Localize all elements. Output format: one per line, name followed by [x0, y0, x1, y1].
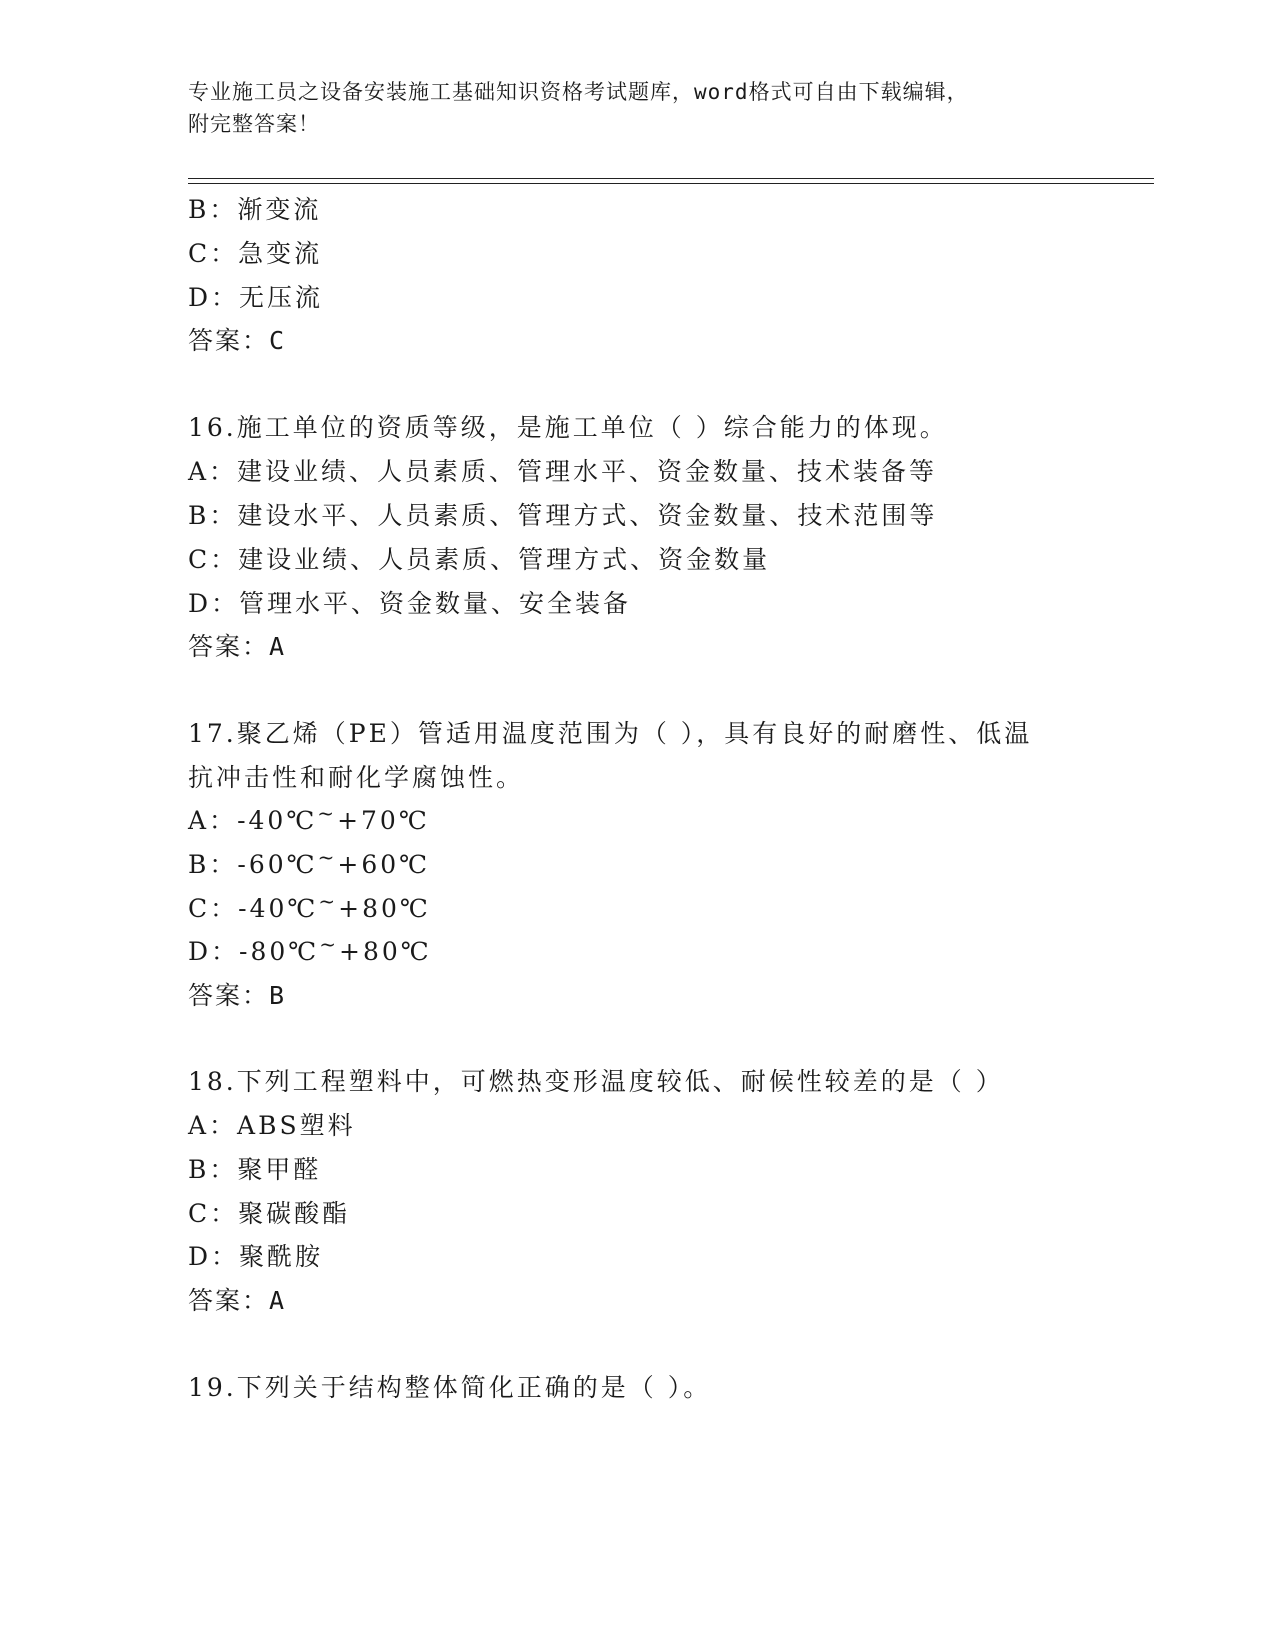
tilde-mark: ~ — [318, 889, 339, 913]
q17-option-b — [188, 845, 431, 881]
q18-option-a: A：ABS塑料 — [188, 1111, 356, 1140]
header-divider-bottom — [188, 183, 1154, 184]
q18-option-d: D：聚酰胺 — [188, 1242, 324, 1271]
header-line-1: 专业施工员之设备安装施工基础知识资格考试题库，word格式可自由下载编辑， — [188, 80, 969, 104]
q16-option-c: C：建设业绩、人员素质、管理方式、资金数量 — [188, 545, 771, 574]
q18-answer: 答案：A — [188, 1286, 287, 1315]
option-label: D： — [188, 937, 240, 966]
q18-stem: 18.下列工程塑料中，可燃热变形温度较低、耐候性较差的是（ ） — [188, 1067, 1004, 1096]
q18-option-b: B：聚甲醛 — [188, 1155, 322, 1184]
temp-high: +80℃ — [338, 894, 431, 923]
q16-option-a: A：建设业绩、人员素质、管理水平、资金数量、技术装备等 — [188, 457, 938, 486]
temp-low: -40℃ — [237, 806, 318, 835]
document-header — [188, 76, 1088, 140]
option-label: C： — [188, 894, 239, 923]
tilde-mark: ~ — [317, 801, 338, 825]
q15-answer: 答案：C — [188, 326, 287, 355]
tilde-mark: ~ — [319, 932, 340, 956]
q17-stem-line-1: 17.聚乙烯（PE）管适用温度范围为（ ），具有良好的耐磨性、低温 — [188, 719, 1033, 748]
temp-high: +70℃ — [337, 806, 430, 835]
temp-low: -40℃ — [238, 894, 319, 923]
q17-stem-line-2: 抗冲击性和耐化学腐蚀性。 — [188, 763, 525, 792]
temp-high: +80℃ — [339, 937, 432, 966]
q15-option-d: D：无压流 — [188, 283, 324, 312]
q16-answer: 答案：A — [188, 632, 287, 661]
q17-answer: 答案：B — [188, 981, 287, 1010]
q16-stem: 16.施工单位的资质等级，是施工单位（ ）综合能力的体现。 — [188, 413, 948, 442]
q15-option-c: C：急变流 — [188, 239, 323, 268]
option-label: A： — [188, 806, 238, 835]
option-label: B： — [188, 850, 238, 879]
q18-option-c: C：聚碳酸酯 — [188, 1199, 351, 1228]
q19-stem: 19.下列关于结构整体简化正确的是（ ）。 — [188, 1373, 712, 1402]
q15-option-b: B：渐变流 — [188, 195, 322, 224]
q16-option-d: D：管理水平、资金数量、安全装备 — [188, 589, 632, 618]
header-line-2: 附完整答案！ — [188, 112, 320, 136]
temp-low: -60℃ — [237, 850, 318, 879]
temp-high: +60℃ — [337, 850, 431, 879]
tilde-mark: ~ — [317, 845, 338, 869]
q16-option-b: B：建设水平、人员素质、管理方式、资金数量、技术范围等 — [188, 501, 938, 530]
q17-option-d — [188, 932, 432, 968]
q17-option-c — [188, 889, 431, 925]
q17-option-a — [188, 801, 430, 837]
temp-low: -80℃ — [239, 937, 320, 966]
header-divider-top — [188, 178, 1154, 179]
